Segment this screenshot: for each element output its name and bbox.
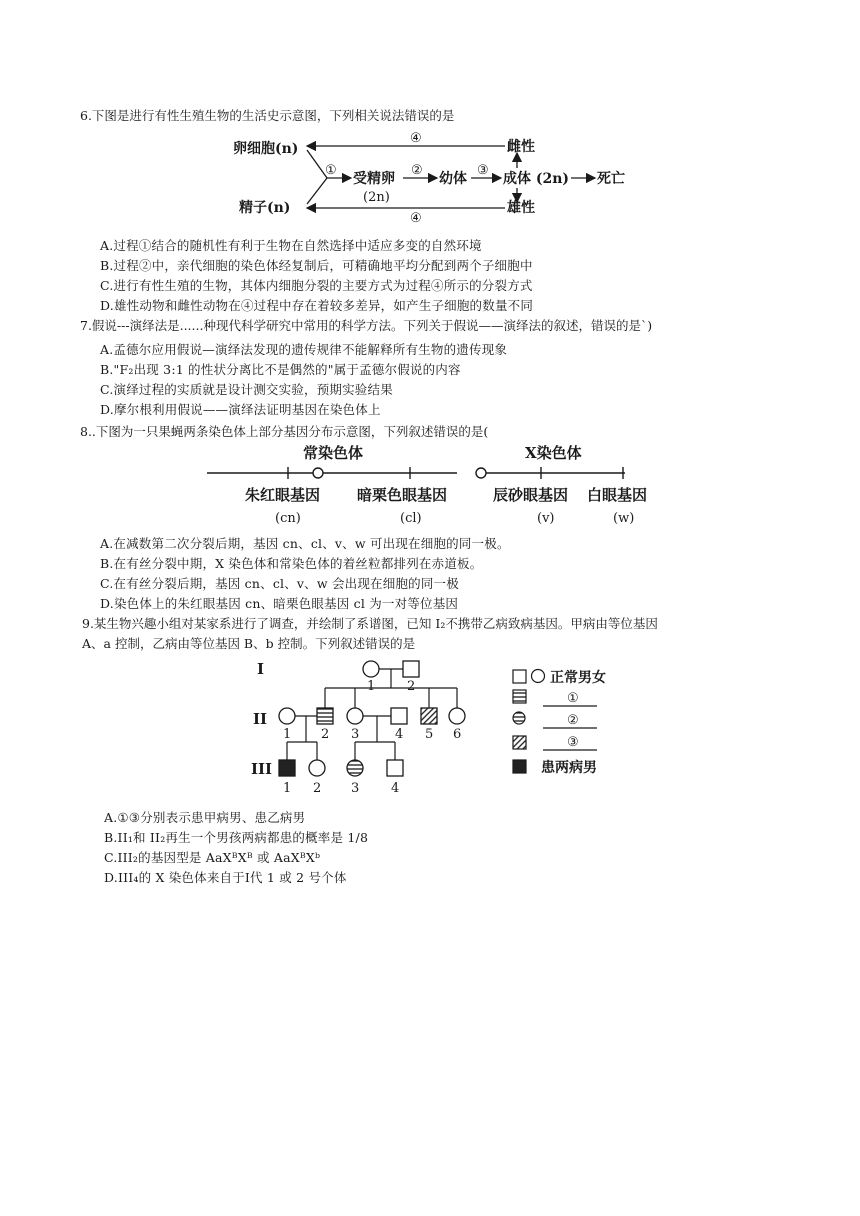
q8-option-c: C.在有丝分裂后期，基因 cn、cl、v、w 会出现在细胞的同一极 xyxy=(100,576,459,591)
step2-label: ② xyxy=(411,163,423,178)
juvenile-label: 幼体 xyxy=(439,171,467,187)
II-3-female xyxy=(347,708,363,724)
q7-option-b: B."F₂出现 3:1 的性状分离比不是偶然的"属于孟德尔假说的内容 xyxy=(100,362,461,377)
egg-label: 卵细胞(n) xyxy=(233,141,299,157)
q7-option-a: A.孟德尔应用假说—演绎法发现的遗传规律不能解释所有生物的遗传现象 xyxy=(100,342,508,357)
legend-normal-label: 正常男女 xyxy=(550,670,606,686)
gene-cn-symbol: (cn) xyxy=(275,511,301,526)
generation-2-label: II xyxy=(253,710,268,728)
III-2-female xyxy=(309,760,325,776)
III-4-number: 4 xyxy=(391,781,400,796)
III-3-number: 3 xyxy=(351,781,360,796)
III-1-number: 1 xyxy=(283,781,292,796)
II-4-male xyxy=(391,708,407,724)
I-2-male xyxy=(403,661,419,677)
gene-v-label: 辰砂眼基因 xyxy=(493,486,569,504)
II-5-number: 5 xyxy=(425,727,434,742)
gene-w-label: 白眼基因 xyxy=(587,486,648,504)
adult-label: 成体 (2n) xyxy=(503,171,570,187)
gene-v-symbol: (v) xyxy=(537,511,555,526)
II-2-number: 2 xyxy=(321,727,330,742)
sperm-label: 精子(n) xyxy=(239,200,291,216)
q8-option-a: A.在减数第二次分裂后期，基因 cn、cl、v、w 可出现在细胞的同一极。 xyxy=(100,536,510,551)
q6-option-c: C.进行有性生殖的生物，其体内细胞分裂的主要方式为过程④所示的分裂方式 xyxy=(100,278,533,293)
q7-option-c: C.演绎过程的实质就是设计测交实验，预期实验结果 xyxy=(100,382,393,397)
q8-stem: 8..下图为一只果蝇两条染色体上部分基因分布示意图，下列叙述错误的是( xyxy=(80,424,489,439)
zygote-ploidy: (2n) xyxy=(363,190,390,205)
II-6-female xyxy=(449,708,465,724)
step4-bottom-label: ④ xyxy=(410,211,422,224)
death-label: 死亡 xyxy=(597,171,625,187)
gene-cl-label: 暗栗色眼基因 xyxy=(357,486,448,504)
q8-option-d: D.染色体上的朱红眼基因 cn、暗栗色眼基因 cl 为一对等位基因 xyxy=(100,596,459,611)
II-3-number: 3 xyxy=(351,727,360,742)
q6-option-d: D.雄性动物和雌性动物在④过程中存在着较多差异，如产生子细胞的数量不同 xyxy=(100,298,534,313)
male-label: 雄性 xyxy=(507,200,535,216)
q6-option-a: A.过程①结合的随机性有利于生物在自然选择中适应多变的自然环境 xyxy=(100,238,482,253)
legend-both-label: 患两病男 xyxy=(541,760,597,776)
gene-w-symbol: (w) xyxy=(613,511,635,526)
autosome-centromere xyxy=(313,468,323,478)
II-1-female xyxy=(279,708,295,724)
step3-label: ③ xyxy=(477,163,489,178)
q9-option-c: C.III₂的基因型是 AaXᴮXᴮ 或 AaXᴮXᵇ xyxy=(104,850,321,865)
gene-cn-label: 朱红眼基因 xyxy=(245,486,321,504)
x-centromere xyxy=(476,468,486,478)
x-chromosome-title: X染色体 xyxy=(525,444,582,462)
q8-option-b: B.在有丝分裂中期，X 染色体和常染色体的着丝粒都排列在赤道板。 xyxy=(100,556,483,571)
II-4-number: 4 xyxy=(395,727,404,742)
pedigree-chart xyxy=(245,652,625,802)
chromosome-diagram xyxy=(205,440,665,530)
step1-label: ① xyxy=(325,163,337,178)
q9-option-d: D.III₄的 X 染色体来自于Ⅰ代 1 或 2 号个体 xyxy=(104,870,347,885)
III-1-male-both-diseases xyxy=(279,760,295,776)
q9-stem-line1: 9.某生物兴趣小组对某家系进行了调查，并绘制了系谱图，已知 I₂不携带乙病致病基因。甲病由等位基因 xyxy=(82,616,658,631)
legend-normal-female-symbol xyxy=(532,670,545,683)
legend-both-symbol xyxy=(513,760,526,773)
III-2-number: 2 xyxy=(313,781,322,796)
female-label: 雌性 xyxy=(507,139,535,155)
legend-3-symbol xyxy=(513,736,526,749)
life-cycle-diagram xyxy=(225,128,645,224)
II-6-number: 6 xyxy=(453,727,462,742)
q6-stem: 6.下图是进行有性生殖生物的生活史示意图，下列相关说法错误的是 xyxy=(80,108,455,123)
generation-1-label: I xyxy=(257,660,265,678)
II-1-number: 1 xyxy=(283,727,292,742)
legend-3-label: ③ xyxy=(567,735,579,750)
q6-option-b: B.过程②中，亲代细胞的染色体经复制后，可精确地平均分配到两个子细胞中 xyxy=(100,258,533,273)
III-3-female xyxy=(347,760,363,776)
I-1-number: 1 xyxy=(367,679,376,694)
legend-normal-male-symbol xyxy=(513,670,526,683)
gene-cl-symbol: (cl) xyxy=(400,511,422,526)
I-1-female xyxy=(363,661,379,677)
step4-top-label: ④ xyxy=(410,131,422,146)
q7-stem: 7.假说---演绎法是......种现代科学研究中常用的科学方法。下列关于假说——演绎法的叙述，错误的是`) xyxy=(80,318,653,333)
legend-2-label: ② xyxy=(567,713,579,728)
II-5-male xyxy=(421,708,437,724)
legend-1-symbol xyxy=(513,690,526,703)
zygote-label: 受精卵 xyxy=(353,171,395,187)
legend-1-label: ① xyxy=(567,691,579,706)
I-2-number: 2 xyxy=(407,679,416,694)
autosome-title: 常染色体 xyxy=(303,444,364,462)
legend-2-symbol xyxy=(513,712,525,724)
q7-option-d: D.摩尔根利用假说——演绎法证明基因在染色体上 xyxy=(100,402,381,417)
q9-option-a: A.①③分别表示患甲病男、患乙病男 xyxy=(104,810,306,825)
generation-3-label: III xyxy=(251,760,273,778)
III-4-male xyxy=(387,760,403,776)
II-2-male xyxy=(317,708,333,724)
q9-option-b: B.II₁和 II₂再生一个男孩两病都患的概率是 1/8 xyxy=(104,830,369,845)
q9-stem-line2: A、a 控制，乙病由等位基因 B、b 控制。下列叙述错误的是 xyxy=(82,636,416,651)
